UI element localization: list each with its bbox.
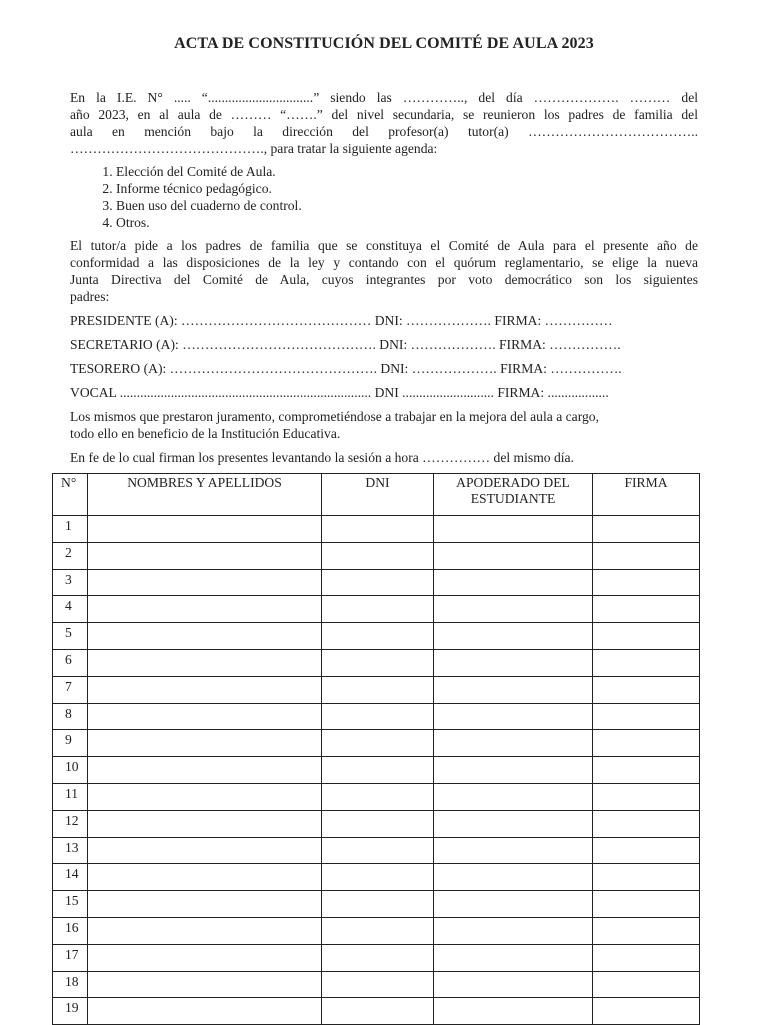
table-row	[53, 971, 700, 998]
dni-cell[interactable]	[322, 703, 434, 730]
names-cell[interactable]	[88, 569, 322, 596]
intro-line: En la I.E. N° ..... “...............................” siendo las ………….., del día ………………. ……… del	[70, 90, 698, 105]
names-cell[interactable]	[88, 757, 322, 784]
names-cell[interactable]	[88, 542, 322, 569]
signature-cell[interactable]	[593, 542, 700, 569]
tutor-line: conformidad a las disposiciones de la ley y contando con el quórum reglamentario, se elige la nueva	[70, 255, 698, 270]
signature-cell[interactable]	[593, 944, 700, 971]
header-number: N°	[53, 474, 88, 516]
oath-paragraph	[70, 408, 698, 442]
officer-president: PRESIDENTE (A): …………………………………… DNI: ………………. FIRMA: ……………	[70, 313, 613, 328]
dni-cell[interactable]	[322, 971, 434, 998]
table-row	[53, 917, 700, 944]
row-number: 15	[53, 891, 88, 918]
dni-cell[interactable]	[322, 944, 434, 971]
dni-cell[interactable]	[322, 998, 434, 1025]
guardian-cell[interactable]	[434, 810, 593, 837]
guardian-cell[interactable]	[434, 730, 593, 757]
names-cell[interactable]	[88, 837, 322, 864]
table-row	[53, 783, 700, 810]
names-cell[interactable]	[88, 891, 322, 918]
dni-cell[interactable]	[322, 569, 434, 596]
names-cell[interactable]	[88, 676, 322, 703]
guardian-cell[interactable]	[434, 649, 593, 676]
row-number: 2	[53, 542, 88, 569]
guardian-cell[interactable]	[434, 998, 593, 1025]
row-number: 1	[53, 516, 88, 543]
document-body	[70, 89, 698, 466]
agenda-item: 3. Buen uso del cuaderno de control.	[116, 197, 698, 214]
table-row	[53, 649, 700, 676]
row-number: 19	[53, 998, 88, 1025]
row-number: 12	[53, 810, 88, 837]
guardian-cell[interactable]	[434, 623, 593, 650]
row-number: 14	[53, 864, 88, 891]
signature-cell[interactable]	[593, 676, 700, 703]
table-row	[53, 542, 700, 569]
signature-table	[52, 473, 700, 1025]
oath-line: Los mismos que prestaron juramento, comprometiéndose a trabajar en la mejora del aula a cargo,	[70, 409, 599, 424]
signature-cell[interactable]	[593, 703, 700, 730]
dni-cell[interactable]	[322, 516, 434, 543]
tutor-paragraph	[70, 237, 698, 305]
guardian-cell[interactable]	[434, 837, 593, 864]
intro-line: ……………………………………., para tratar la siguiente agenda:	[70, 141, 438, 156]
officer-treasurer: TESORERO (A): ………………………………………. DNI: ………………. FIRMA: …………….	[70, 361, 622, 376]
signature-cell[interactable]	[593, 569, 700, 596]
row-number: 5	[53, 623, 88, 650]
row-number: 10	[53, 757, 88, 784]
tutor-line: Junta Directiva del Comité de Aula, cuyos integrantes por voto democrático son los siguientes	[70, 272, 698, 287]
signature-cell[interactable]	[593, 649, 700, 676]
guardian-cell[interactable]	[434, 516, 593, 543]
table-row	[53, 730, 700, 757]
table-row	[53, 944, 700, 971]
dni-cell[interactable]	[322, 542, 434, 569]
guardian-cell[interactable]	[434, 971, 593, 998]
table-row	[53, 837, 700, 864]
guardian-cell[interactable]	[434, 944, 593, 971]
agenda-item: 4. Otros.	[116, 214, 698, 231]
table-header-row	[53, 474, 700, 516]
signature-cell[interactable]	[593, 891, 700, 918]
oath-line: todo ello en beneficio de la Institución Educativa.	[70, 426, 341, 441]
row-number: 18	[53, 971, 88, 998]
table-row	[53, 516, 700, 543]
table-row	[53, 676, 700, 703]
row-number: 7	[53, 676, 88, 703]
signature-cell[interactable]	[593, 864, 700, 891]
guardian-cell[interactable]	[434, 757, 593, 784]
signature-cell[interactable]	[593, 623, 700, 650]
names-cell[interactable]	[88, 703, 322, 730]
dni-cell[interactable]	[322, 623, 434, 650]
dni-cell[interactable]	[322, 891, 434, 918]
table-body	[53, 516, 700, 1025]
signature-cell[interactable]	[593, 730, 700, 757]
closing-paragraph: En fe de lo cual firman los presentes levantando la sesión a hora …………… del mismo día.	[70, 450, 574, 465]
names-cell[interactable]	[88, 649, 322, 676]
tutor-line: El tutor/a pide a los padres de familia que se constituya el Comité de Aula para el presente año de	[70, 238, 698, 253]
dni-cell[interactable]	[322, 676, 434, 703]
table-row	[53, 998, 700, 1025]
dni-cell[interactable]	[322, 757, 434, 784]
names-cell[interactable]	[88, 783, 322, 810]
signature-cell[interactable]	[593, 516, 700, 543]
signature-cell[interactable]	[593, 810, 700, 837]
guardian-cell[interactable]	[434, 783, 593, 810]
intro-paragraph	[70, 89, 698, 157]
names-cell[interactable]	[88, 596, 322, 623]
dni-cell[interactable]	[322, 917, 434, 944]
guardian-cell[interactable]	[434, 596, 593, 623]
names-cell[interactable]	[88, 516, 322, 543]
row-number: 16	[53, 917, 88, 944]
dni-cell[interactable]	[322, 649, 434, 676]
names-cell[interactable]	[88, 944, 322, 971]
row-number: 9	[53, 730, 88, 757]
names-cell[interactable]	[88, 810, 322, 837]
tutor-line: padres:	[70, 289, 110, 304]
signature-cell[interactable]	[593, 837, 700, 864]
names-cell[interactable]	[88, 998, 322, 1025]
intro-line: año 2023, en al aula de ……… “…….” del nivel secundaria, se reunieron los padres de familia del	[70, 107, 698, 122]
table-row	[53, 864, 700, 891]
row-number: 6	[53, 649, 88, 676]
guardian-cell[interactable]	[434, 676, 593, 703]
guardian-cell[interactable]	[434, 891, 593, 918]
dni-cell[interactable]	[322, 837, 434, 864]
dni-cell[interactable]	[322, 730, 434, 757]
names-cell[interactable]	[88, 917, 322, 944]
row-number: 4	[53, 596, 88, 623]
names-cell[interactable]	[88, 971, 322, 998]
signature-cell[interactable]	[593, 783, 700, 810]
dni-cell[interactable]	[322, 810, 434, 837]
table-row	[53, 569, 700, 596]
row-number: 3	[53, 569, 88, 596]
guardian-cell[interactable]	[434, 569, 593, 596]
intro-line: aula en mención bajo la dirección del profesor(a) tutor(a) ………………………………..	[70, 124, 698, 139]
table-row	[53, 810, 700, 837]
table-row	[53, 891, 700, 918]
names-cell[interactable]	[88, 864, 322, 891]
signature-cell[interactable]	[593, 971, 700, 998]
signature-cell[interactable]	[593, 917, 700, 944]
dni-cell[interactable]	[322, 864, 434, 891]
guardian-cell[interactable]	[434, 703, 593, 730]
guardian-cell[interactable]	[434, 542, 593, 569]
row-number: 17	[53, 944, 88, 971]
guardian-cell[interactable]	[434, 917, 593, 944]
names-cell[interactable]	[88, 623, 322, 650]
guardian-cell[interactable]	[434, 864, 593, 891]
dni-cell[interactable]	[322, 596, 434, 623]
dni-cell[interactable]	[322, 783, 434, 810]
header-names: NOMBRES Y APELLIDOS	[88, 474, 322, 516]
row-number: 8	[53, 703, 88, 730]
table-row	[53, 757, 700, 784]
signature-cell[interactable]	[593, 998, 700, 1025]
officer-vocal: VOCAL .......................................................................... DNI ........................... FIRMA: ..................	[70, 385, 609, 400]
row-number: 13	[53, 837, 88, 864]
document-title: ACTA DE CONSTITUCIÓN DEL COMITÉ DE AULA 2023	[174, 35, 594, 52]
agenda-item: 1. Elección del Comité de Aula.	[116, 163, 698, 180]
header-guardian: APODERADO DEL ESTUDIANTE	[434, 474, 593, 516]
signature-cell[interactable]	[593, 596, 700, 623]
agenda-list	[70, 163, 698, 231]
signature-cell[interactable]	[593, 757, 700, 784]
officer-secretary: SECRETARIO (A): ……………………………………. DNI: ………………. FIRMA: …………….	[70, 337, 621, 352]
table-row	[53, 596, 700, 623]
table-row	[53, 623, 700, 650]
row-number: 11	[53, 783, 88, 810]
table-row	[53, 703, 700, 730]
header-signature: FIRMA	[593, 474, 700, 516]
header-dni: DNI	[322, 474, 434, 516]
agenda-item: 2. Informe técnico pedagógico.	[116, 180, 698, 197]
names-cell[interactable]	[88, 730, 322, 757]
